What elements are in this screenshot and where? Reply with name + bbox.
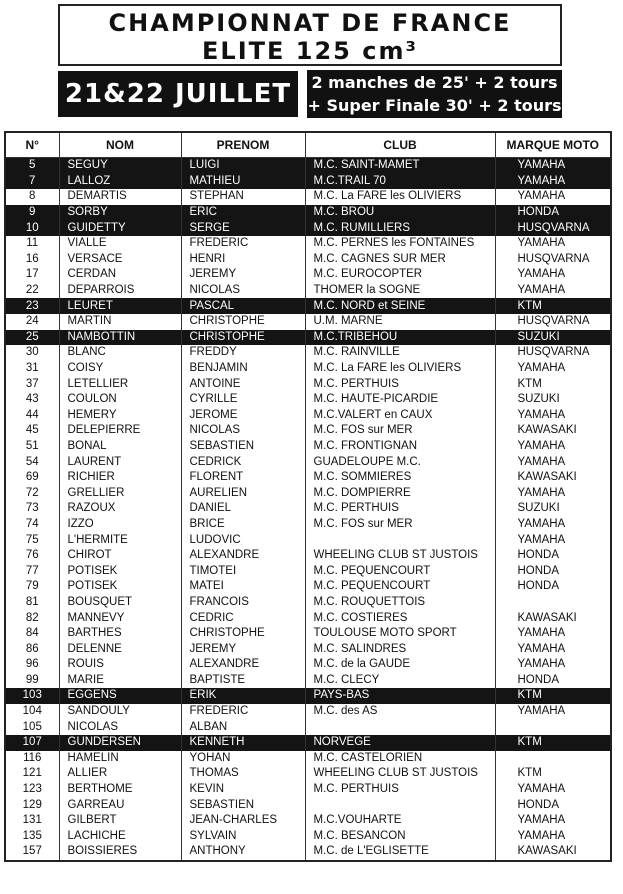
cell-nom: GUIDETTY: [59, 220, 181, 236]
cell-club: PAYS-BAS: [305, 688, 495, 704]
cell-prenom: FREDERIC: [181, 704, 305, 720]
cell-num: 43: [5, 392, 59, 408]
cell-prenom: ERIK: [181, 688, 305, 704]
cell-num: 84: [5, 626, 59, 642]
table-row: [5, 751, 611, 767]
cell-num: 135: [5, 829, 59, 845]
event-date: 21&22 JUILLET 2001: [58, 71, 298, 117]
entries-table: [4, 131, 612, 862]
cell-marque: YAMAHA: [495, 174, 611, 190]
cell-num: 5: [5, 158, 59, 174]
table-row: [5, 610, 611, 626]
cell-prenom: BRICE: [181, 517, 305, 533]
cell-club: M.C. SOMMIERES: [305, 470, 495, 486]
cell-club: M.C. des AS: [305, 704, 495, 720]
table-row: [5, 376, 611, 392]
cell-marque: HONDA: [495, 548, 611, 564]
cell-club: U.M. MARNE: [305, 314, 495, 330]
column-header-prenom: PRENOM: [181, 132, 305, 158]
cell-num: 54: [5, 454, 59, 470]
page-subtitle: ELITE 125 cm³: [202, 37, 418, 65]
cell-nom: DELEPIERRE: [59, 423, 181, 439]
cell-prenom: JEREMY: [181, 641, 305, 657]
cell-nom: GRELLIER: [59, 485, 181, 501]
cell-prenom: CEDRICK: [181, 454, 305, 470]
cell-club: M.C. PERTHUIS: [305, 376, 495, 392]
cell-num: 105: [5, 719, 59, 735]
cell-marque: YAMAHA: [495, 236, 611, 252]
table-row: [5, 361, 611, 377]
cell-num: 103: [5, 688, 59, 704]
cell-club: M.C. CLECY: [305, 673, 495, 689]
table-row: [5, 501, 611, 517]
cell-nom: ROUIS: [59, 657, 181, 673]
cell-num: 31: [5, 361, 59, 377]
table-row: [5, 688, 611, 704]
cell-nom: VIALLE: [59, 236, 181, 252]
cell-marque: YAMAHA: [495, 408, 611, 424]
cell-prenom: KENNETH: [181, 735, 305, 751]
table-row: [5, 673, 611, 689]
cell-club: M.C. SAINT-MAMET: [305, 158, 495, 174]
cell-prenom: ALBAN: [181, 719, 305, 735]
cell-prenom: DANIEL: [181, 501, 305, 517]
cell-num: 75: [5, 532, 59, 548]
cell-num: 79: [5, 579, 59, 595]
cell-num: 129: [5, 797, 59, 813]
cell-club: M.C.VALERT en CAUX: [305, 408, 495, 424]
cell-nom: LEURET: [59, 298, 181, 314]
cell-marque: YAMAHA: [495, 283, 611, 299]
cell-num: 74: [5, 517, 59, 533]
cell-prenom: PASCAL: [181, 298, 305, 314]
cell-num: 104: [5, 704, 59, 720]
cell-club: [305, 532, 495, 548]
table-row: [5, 439, 611, 455]
cell-prenom: TIMOTEI: [181, 563, 305, 579]
cell-nom: LAURENT: [59, 454, 181, 470]
cell-marque: [495, 751, 611, 767]
cell-num: 11: [5, 236, 59, 252]
cell-nom: BLANC: [59, 345, 181, 361]
table-row: [5, 563, 611, 579]
table-row: [5, 532, 611, 548]
cell-marque: YAMAHA: [495, 782, 611, 798]
cell-marque: SUZUKI: [495, 501, 611, 517]
cell-prenom: FRANCOIS: [181, 595, 305, 611]
cell-num: 30: [5, 345, 59, 361]
cell-marque: YAMAHA: [495, 829, 611, 845]
cell-club: M.C. CASTELORIEN: [305, 751, 495, 767]
cell-nom: DEPARROIS: [59, 283, 181, 299]
cell-prenom: THOMAS: [181, 766, 305, 782]
cell-club: M.C.TRIBEHOU: [305, 330, 495, 346]
table-row: [5, 595, 611, 611]
table-row: [5, 298, 611, 314]
table-row: [5, 345, 611, 361]
cell-num: 107: [5, 735, 59, 751]
cell-prenom: HENRI: [181, 252, 305, 268]
cell-nom: LETELLIER: [59, 376, 181, 392]
cell-prenom: SEBASTIEN: [181, 439, 305, 455]
cell-club: M.C. FOS sur MER: [305, 423, 495, 439]
cell-prenom: ALEXANDRE: [181, 548, 305, 564]
cell-marque: KAWASAKI: [495, 844, 611, 861]
cell-nom: NICOLAS: [59, 719, 181, 735]
cell-nom: GUNDERSEN: [59, 735, 181, 751]
cell-marque: YAMAHA: [495, 189, 611, 205]
column-header-marque: MARQUE MOTO: [495, 132, 611, 158]
cell-num: 25: [5, 330, 59, 346]
cell-club: WHEELING CLUB ST JUSTOIS: [305, 548, 495, 564]
table-row: [5, 454, 611, 470]
cell-nom: COISY: [59, 361, 181, 377]
table-row: [5, 283, 611, 299]
cell-marque: YAMAHA: [495, 454, 611, 470]
cell-marque: HUSQVARNA: [495, 314, 611, 330]
cell-prenom: BAPTISTE: [181, 673, 305, 689]
cell-marque: KTM: [495, 766, 611, 782]
cell-prenom: FREDERIC: [181, 236, 305, 252]
cell-marque: HONDA: [495, 205, 611, 221]
cell-nom: CHIROT: [59, 548, 181, 564]
cell-prenom: FREDDY: [181, 345, 305, 361]
cell-club: TOULOUSE MOTO SPORT: [305, 626, 495, 642]
table-row: [5, 657, 611, 673]
cell-nom: SORBY: [59, 205, 181, 221]
table-row: [5, 485, 611, 501]
cell-prenom: SYLVAIN: [181, 829, 305, 845]
cell-prenom: JEROME: [181, 408, 305, 424]
cell-num: 96: [5, 657, 59, 673]
cell-marque: HONDA: [495, 673, 611, 689]
cell-club: M.C. FOS sur MER: [305, 517, 495, 533]
table-row: [5, 189, 611, 205]
table-row: [5, 517, 611, 533]
cell-marque: KTM: [495, 735, 611, 751]
cell-marque: YAMAHA: [495, 532, 611, 548]
cell-marque: YAMAHA: [495, 641, 611, 657]
cell-num: 17: [5, 267, 59, 283]
cell-num: 22: [5, 283, 59, 299]
cell-prenom: MATEI: [181, 579, 305, 595]
cell-prenom: SERGE: [181, 220, 305, 236]
cell-prenom: ALEXANDRE: [181, 657, 305, 673]
cell-club: M.C. RUMILLIERS: [305, 220, 495, 236]
cell-prenom: CYRILLE: [181, 392, 305, 408]
cell-club: M.C. CAGNES SUR MER: [305, 252, 495, 268]
table-row: [5, 704, 611, 720]
cell-club: M.C. ROUQUETTOIS: [305, 595, 495, 611]
cell-num: 116: [5, 751, 59, 767]
cell-nom: IZZO: [59, 517, 181, 533]
column-header-nom: NOM: [59, 132, 181, 158]
table-row: [5, 205, 611, 221]
cell-prenom: JEAN-CHARLES: [181, 813, 305, 829]
cell-club: M.C. de L'EGLISETTE: [305, 844, 495, 861]
cell-club: M.C. COSTIERES: [305, 610, 495, 626]
table-row: [5, 641, 611, 657]
cell-num: 99: [5, 673, 59, 689]
cell-num: 157: [5, 844, 59, 861]
cell-prenom: CHRISTOPHE: [181, 330, 305, 346]
cell-marque: KTM: [495, 298, 611, 314]
cell-club: GUADELOUPE M.C.: [305, 454, 495, 470]
cell-nom: SEGUY: [59, 158, 181, 174]
cell-club: M.C. DOMPIERRE: [305, 485, 495, 501]
cell-nom: GILBERT: [59, 813, 181, 829]
cell-num: 72: [5, 485, 59, 501]
cell-num: 86: [5, 641, 59, 657]
cell-nom: LACHICHE: [59, 829, 181, 845]
cell-club: THOMER la SOGNE: [305, 283, 495, 299]
cell-num: 16: [5, 252, 59, 268]
cell-marque: HUSQVARNA: [495, 220, 611, 236]
cell-nom: MARIE: [59, 673, 181, 689]
cell-marque: KAWASAKI: [495, 470, 611, 486]
column-header-club: CLUB: [305, 132, 495, 158]
cell-club: M.C. PEQUENCOURT: [305, 579, 495, 595]
cell-club: M.C. La FARE les OLIVIERS: [305, 189, 495, 205]
cell-prenom: SEBASTIEN: [181, 797, 305, 813]
race-format-line1: 2 manches de 25' + 2 tours: [311, 73, 558, 92]
table-row: [5, 782, 611, 798]
cell-prenom: CEDRIC: [181, 610, 305, 626]
table-row: [5, 330, 611, 346]
cell-marque: HUSQVARNA: [495, 252, 611, 268]
cell-club: M.C. BROU: [305, 205, 495, 221]
cell-num: 73: [5, 501, 59, 517]
cell-marque: YAMAHA: [495, 704, 611, 720]
cell-num: 82: [5, 610, 59, 626]
race-format: [307, 70, 562, 118]
cell-num: 7: [5, 174, 59, 190]
table-row: [5, 829, 611, 845]
cell-nom: ALLIER: [59, 766, 181, 782]
page-title: CHAMPIONNAT DE FRANCE: [108, 9, 512, 37]
cell-marque: YAMAHA: [495, 158, 611, 174]
cell-prenom: MATHIEU: [181, 174, 305, 190]
cell-marque: SUZUKI: [495, 330, 611, 346]
cell-num: 8: [5, 189, 59, 205]
cell-prenom: FLORENT: [181, 470, 305, 486]
cell-nom: L'HERMITE: [59, 532, 181, 548]
race-format-line2: + Super Finale 30' + 2 tours: [307, 96, 562, 115]
cell-prenom: KEVIN: [181, 782, 305, 798]
cell-num: 37: [5, 376, 59, 392]
cell-num: 24: [5, 314, 59, 330]
table-row: [5, 470, 611, 486]
cell-num: 131: [5, 813, 59, 829]
cell-num: 121: [5, 766, 59, 782]
cell-nom: VERSACE: [59, 252, 181, 268]
cell-num: 23: [5, 298, 59, 314]
cell-nom: BOUSQUET: [59, 595, 181, 611]
column-header-num: N°: [5, 132, 59, 158]
cell-marque: YAMAHA: [495, 813, 611, 829]
cell-marque: SUZUKI: [495, 392, 611, 408]
cell-club: M.C.VOUHARTE: [305, 813, 495, 829]
cell-prenom: ANTOINE: [181, 376, 305, 392]
cell-nom: DEMARTIS: [59, 189, 181, 205]
table-row: [5, 766, 611, 782]
cell-num: 77: [5, 563, 59, 579]
cell-nom: BERTHOME: [59, 782, 181, 798]
cell-prenom: LUIGI: [181, 158, 305, 174]
cell-nom: COULON: [59, 392, 181, 408]
cell-marque: [495, 595, 611, 611]
cell-club: M.C. RAINVILLE: [305, 345, 495, 361]
cell-prenom: JEREMY: [181, 267, 305, 283]
cell-num: 123: [5, 782, 59, 798]
cell-nom: CERDAN: [59, 267, 181, 283]
cell-nom: RAZOUX: [59, 501, 181, 517]
cell-prenom: CHRISTOPHE: [181, 314, 305, 330]
cell-num: 44: [5, 408, 59, 424]
cell-nom: NAMBOTTIN: [59, 330, 181, 346]
cell-nom: EGGENS: [59, 688, 181, 704]
cell-marque: KAWASAKI: [495, 423, 611, 439]
table-row: [5, 844, 611, 861]
cell-marque: KTM: [495, 688, 611, 704]
cell-club: M.C. EUROCOPTER: [305, 267, 495, 283]
table-row: [5, 220, 611, 236]
table-row: [5, 626, 611, 642]
cell-club: M.C.TRAIL 70: [305, 174, 495, 190]
cell-marque: [495, 719, 611, 735]
table-row: [5, 423, 611, 439]
cell-club: M.C. BESANCON: [305, 829, 495, 845]
cell-prenom: ANTHONY: [181, 844, 305, 861]
entries-body: [5, 158, 611, 861]
table-row: [5, 813, 611, 829]
cell-marque: YAMAHA: [495, 267, 611, 283]
cell-nom: BOISSIERES: [59, 844, 181, 861]
cell-num: 51: [5, 439, 59, 455]
table-row: [5, 314, 611, 330]
cell-num: 45: [5, 423, 59, 439]
cell-marque: YAMAHA: [495, 439, 611, 455]
cell-club: M.C. SALINDRES: [305, 641, 495, 657]
cell-num: 10: [5, 220, 59, 236]
cell-nom: DELENNE: [59, 641, 181, 657]
table-row: [5, 797, 611, 813]
table-row: [5, 719, 611, 735]
cell-club: [305, 719, 495, 735]
cell-marque: KTM: [495, 376, 611, 392]
cell-marque: YAMAHA: [495, 626, 611, 642]
cell-marque: KAWASAKI: [495, 610, 611, 626]
cell-nom: GARREAU: [59, 797, 181, 813]
cell-prenom: NICOLAS: [181, 423, 305, 439]
cell-marque: YAMAHA: [495, 517, 611, 533]
table-row: [5, 579, 611, 595]
cell-nom: RICHIER: [59, 470, 181, 486]
cell-club: M.C. PERNES les FONTAINES: [305, 236, 495, 252]
cell-num: 69: [5, 470, 59, 486]
cell-club: M.C. PEQUENCOURT: [305, 563, 495, 579]
table-row: [5, 236, 611, 252]
cell-nom: LALLOZ: [59, 174, 181, 190]
cell-club: M.C. PERTHUIS: [305, 782, 495, 798]
cell-club: [305, 797, 495, 813]
cell-prenom: NICOLAS: [181, 283, 305, 299]
cell-club: M.C. NORD et SEINE: [305, 298, 495, 314]
table-row: [5, 174, 611, 190]
title-box: [58, 4, 562, 66]
table-header-row: [5, 132, 611, 158]
table-row: [5, 392, 611, 408]
table-row: [5, 158, 611, 174]
table-row: [5, 408, 611, 424]
cell-nom: BARTHES: [59, 626, 181, 642]
cell-nom: BONAL: [59, 439, 181, 455]
cell-marque: HONDA: [495, 579, 611, 595]
cell-prenom: AURELIEN: [181, 485, 305, 501]
cell-num: 76: [5, 548, 59, 564]
cell-nom: HAMELIN: [59, 751, 181, 767]
cell-prenom: STEPHAN: [181, 189, 305, 205]
cell-marque: YAMAHA: [495, 485, 611, 501]
cell-nom: HEMERY: [59, 408, 181, 424]
cell-club: M.C. La FARE les OLIVIERS: [305, 361, 495, 377]
cell-prenom: CHRISTOPHE: [181, 626, 305, 642]
cell-nom: SANDOULY: [59, 704, 181, 720]
cell-prenom: BENJAMIN: [181, 361, 305, 377]
cell-marque: YAMAHA: [495, 361, 611, 377]
cell-marque: YAMAHA: [495, 657, 611, 673]
cell-prenom: LUDOVIC: [181, 532, 305, 548]
table-row: [5, 252, 611, 268]
table-row: [5, 735, 611, 751]
cell-marque: HUSQVARNA: [495, 345, 611, 361]
cell-nom: MANNEVY: [59, 610, 181, 626]
cell-prenom: YOHAN: [181, 751, 305, 767]
cell-nom: POTISEK: [59, 579, 181, 595]
cell-club: M.C. de la GAUDE: [305, 657, 495, 673]
cell-club: M.C. HAUTE-PICARDIE: [305, 392, 495, 408]
cell-num: 9: [5, 205, 59, 221]
table-row: [5, 548, 611, 564]
cell-club: WHEELING CLUB ST JUSTOIS: [305, 766, 495, 782]
cell-nom: MARTIN: [59, 314, 181, 330]
cell-club: NORVEGE: [305, 735, 495, 751]
cell-club: M.C. PERTHUIS: [305, 501, 495, 517]
cell-nom: POTISEK: [59, 563, 181, 579]
cell-marque: HONDA: [495, 797, 611, 813]
cell-num: 81: [5, 595, 59, 611]
cell-club: M.C. FRONTIGNAN: [305, 439, 495, 455]
cell-marque: HONDA: [495, 563, 611, 579]
cell-prenom: ERIC: [181, 205, 305, 221]
table-row: [5, 267, 611, 283]
